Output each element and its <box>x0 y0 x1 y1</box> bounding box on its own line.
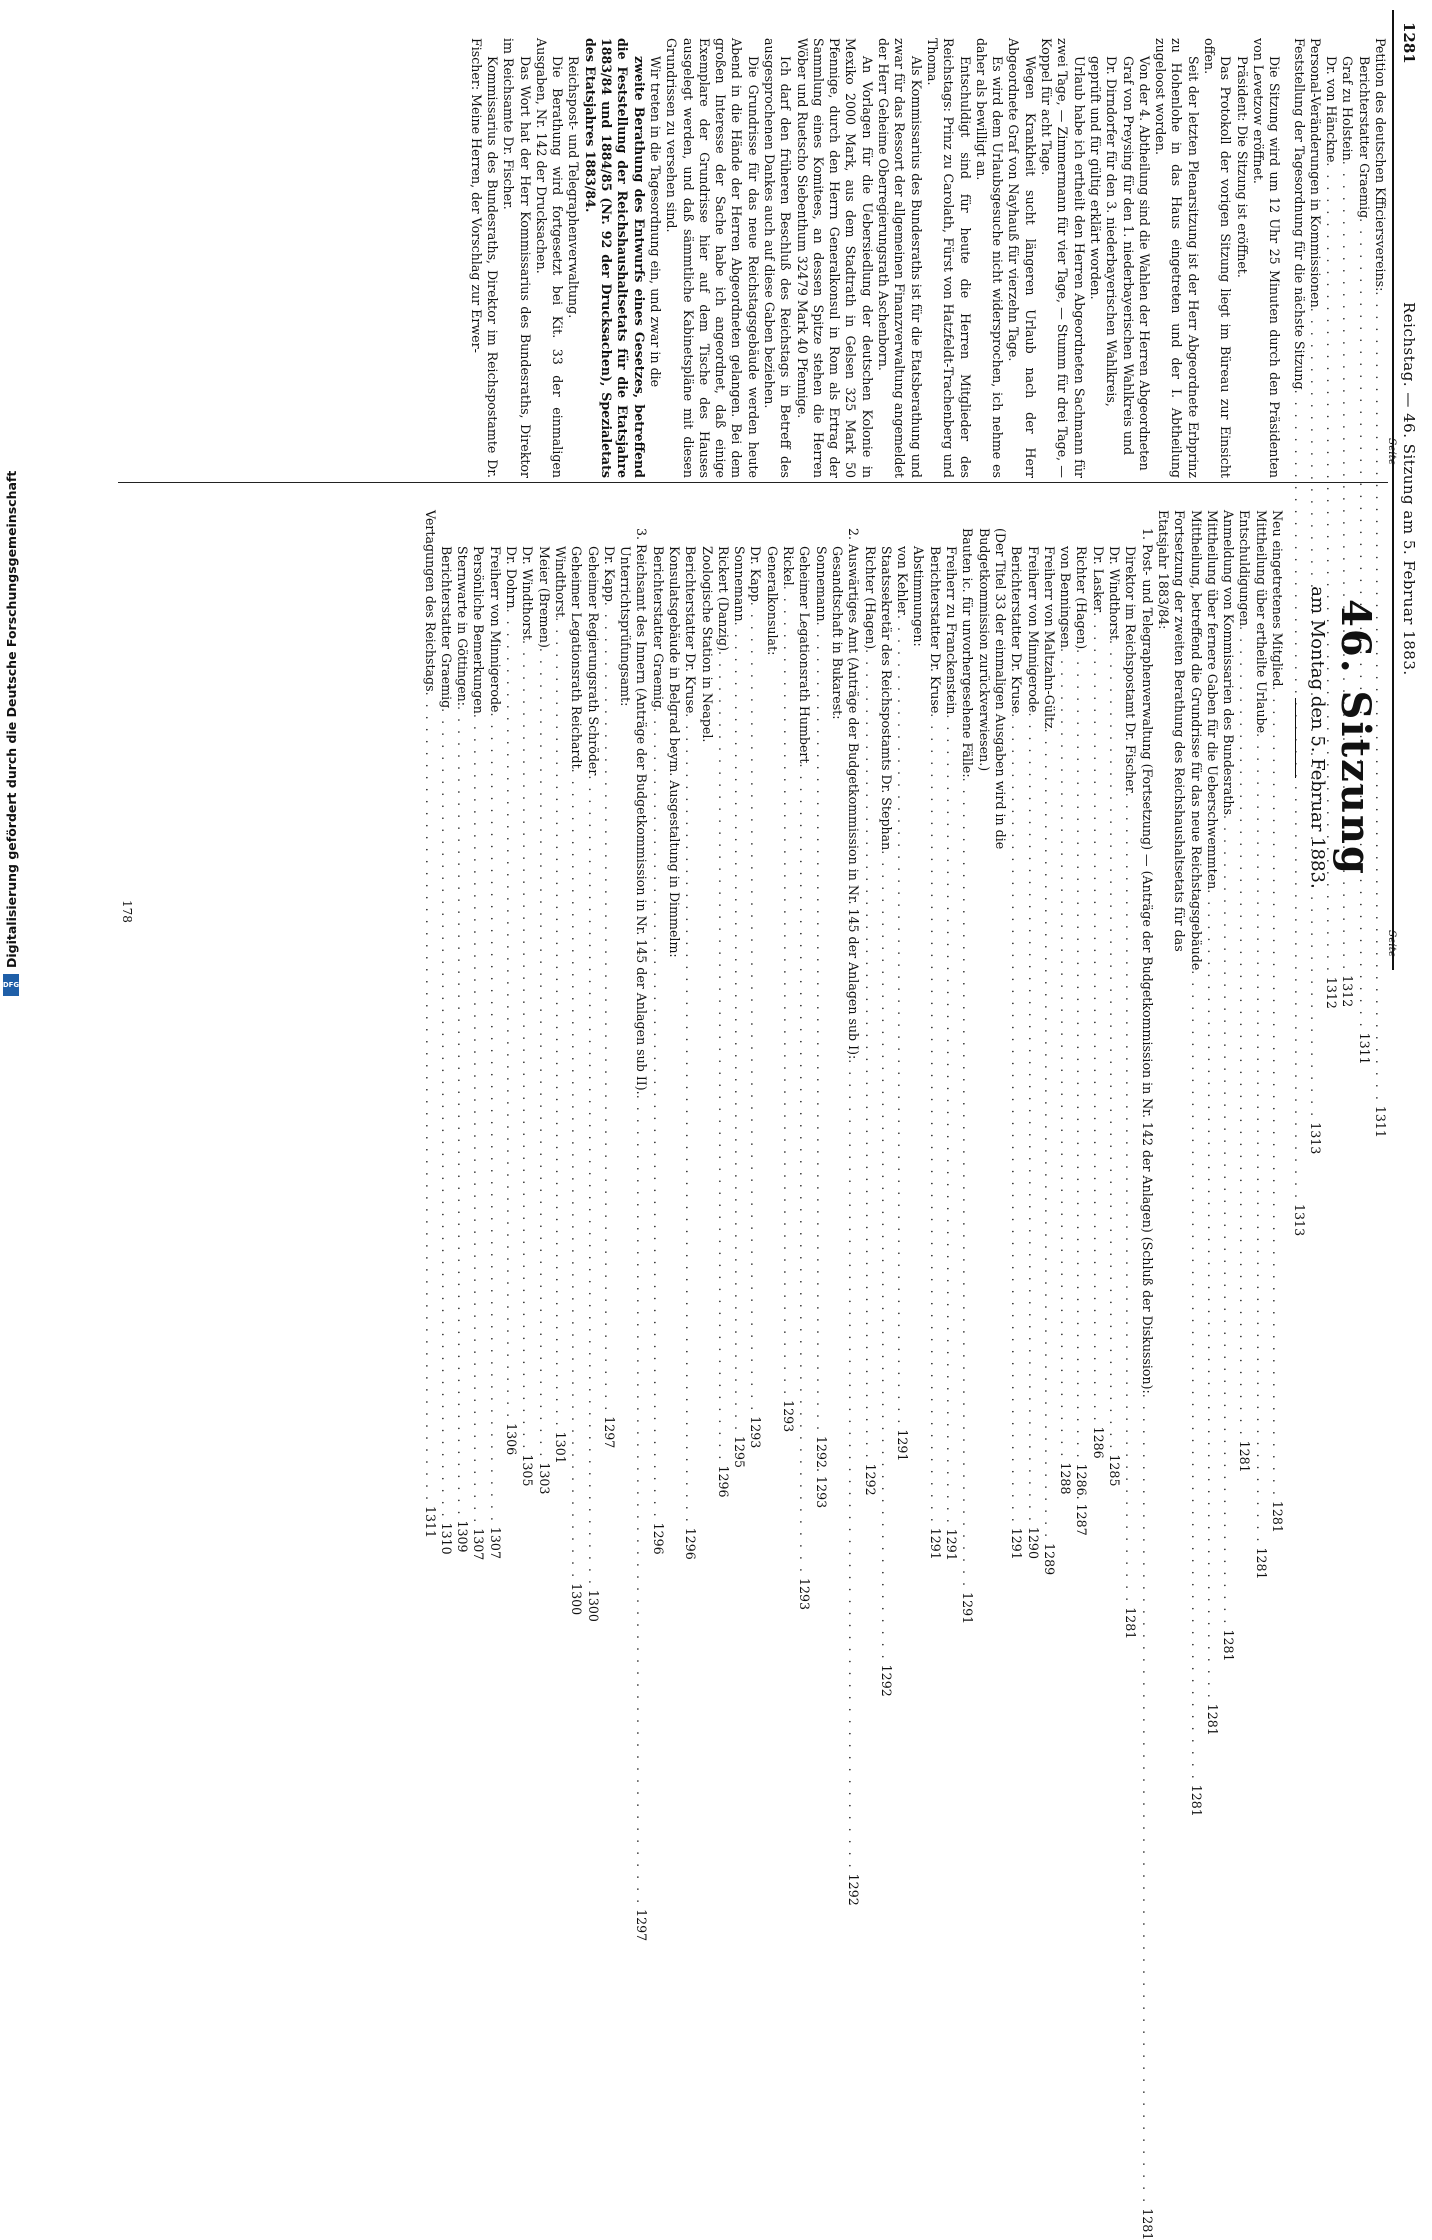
toc-entry <box>878 510 894 1697</box>
toc-entry-text: Rickel <box>781 546 797 586</box>
agenda-item: zweite Berathung des Entwurfs eines Gesetzes, betreffend die Feststellung der Reichshaushaltsetats für die Etatsjahre 1883/84 und 1884/85 (Nr. 92 der Drucksachen), Spezialetats des Etatsjahres 1883/84. <box>582 38 647 478</box>
toc-leader-dots <box>470 714 486 1524</box>
toc-entry <box>780 510 797 1433</box>
toc-entry-text: Berichterstatter Graemig <box>438 546 454 709</box>
toc-leader-dots <box>1204 889 1220 1699</box>
paragraph: Das Protokoll der vorigen Sitzung liegt im Büreau zur Einsicht offen. <box>1202 38 1234 478</box>
toc-entry <box>1008 510 1025 1560</box>
toc-page-number: 1281 <box>1139 2208 1155 2240</box>
toc-leader-dots <box>1138 1394 1154 2204</box>
toc-entry <box>617 510 633 965</box>
paragraph: Graf von Preysing für den 1. niederbayerischen Wahlkreis und <box>1120 56 1136 456</box>
toc-entry-text: Freiherr zu Franckenstein <box>944 546 960 715</box>
toc-leader-dots <box>1220 815 1236 1625</box>
toc-page-number: 1286 <box>1090 1426 1106 1459</box>
toc-entry <box>926 510 943 1560</box>
toc-entry <box>975 510 1008 965</box>
paragraph: An Vorlagen für die Uebersiedlung der deutschen Kolonie in Mexiko 2000 Mark, aus dem Stadtrath in Gelsen 325 Mark 50 Pfennige, durch den Herrn Generalkonsul in Rom als Ertrag der Sammlung eines Komitees, an dessen Spitze stehen die Herren Wöber und Ruetscho Siebenthum 32479 Mark 40 Pfennige. <box>794 38 875 478</box>
toc-page-number: 1292 <box>862 1463 878 1496</box>
proceedings-text <box>647 38 1283 478</box>
session-date: am Montag den 5. Februar 1883. <box>1307 586 1328 889</box>
toc-page-number: 1293 <box>797 1577 813 1610</box>
toc-page-number: 1307 <box>487 1526 503 1559</box>
toc-entry-text: Rickert (Danzig) <box>715 546 731 651</box>
toc-page-number: 1300 <box>585 1589 601 1622</box>
toc-entry <box>503 510 520 1456</box>
toc-page-number: 1281 <box>1270 1500 1285 1533</box>
toc-page-number: 1281 <box>1221 1629 1237 1662</box>
toc-page-number: 1291 <box>895 1429 911 1462</box>
page-header <box>1394 12 1424 972</box>
toc-page-number: 1306 <box>504 1423 520 1456</box>
toc-entry <box>1236 510 1253 1473</box>
seite-label-left: Seite <box>1386 438 1398 466</box>
toc-entry-text: Dr. von Hänckne <box>1324 56 1340 163</box>
toc-entry-text: Feststellung der Tagesordnung für die nächste Sitzung <box>1291 38 1307 390</box>
toc-entry-text: Vertagungen des Reichstags <box>422 510 438 692</box>
toc-leader-dots <box>1041 729 1057 1539</box>
toc-entry-text: Personal-Veränderungen in Kommissionen <box>1307 38 1323 308</box>
paragraph: Die Grundrisse für das neue Reichstagsgebäude werden heute Abend in die Hände der Herren Abgeordneten gelangen. Bei dem großen Interesse der Sache habe ich angeordnet, daß einige Exemplare der Grundrisse hier auf dem Tische des Hauses ausgelegt werden, und daß sämmtliche Kabinetspläne mit diesen Grundrissen zu versehen sind. <box>664 38 761 478</box>
toc-page-number: 1290 <box>1025 1526 1041 1559</box>
toc-page-number: 1289 <box>1041 1543 1057 1576</box>
toc-leader-dots <box>486 712 502 1522</box>
toc-entry-text: Dr. Windthorst <box>1107 546 1123 640</box>
dfg-logo: DFG <box>3 974 19 996</box>
paragraph: Urlaub habe ich ertheilt den Herren Abgeordneten Sachmann für zwei Tage, — Zimmermann für vier Tage, — Stumm für drei Tage, — Koppel für acht Tage. <box>1039 38 1087 478</box>
toc-leader-dots <box>1187 970 1203 1780</box>
toc-entry-text: Freiherr von Maltzahn-Gültz <box>1041 546 1057 729</box>
paragraph: Wir treten in die Tagesordnung ein, und zwar in die <box>647 56 663 388</box>
toc-entry <box>666 510 682 965</box>
header-rule <box>1392 10 1394 970</box>
toc-entry <box>861 510 878 1496</box>
toc-page-number: 1288 <box>1058 1462 1074 1495</box>
toc-entry-text: Zoologische Station in Neapel. <box>699 546 715 743</box>
toc-entry-text: Sonnemann <box>813 546 829 622</box>
toc-entry-text: Dr. Windthorst <box>520 546 536 640</box>
toc-entry-text: Abstimmungen: <box>911 546 927 647</box>
toc-leader-dots <box>421 692 437 1502</box>
toc-page-number: 1297 <box>601 1416 617 1449</box>
toc-entry <box>454 510 471 1553</box>
toc-entry <box>470 510 487 1561</box>
toc-entry-text: Graf zu Holstein <box>1340 56 1356 161</box>
toc-entry-text: Freiherr von Minnigerode <box>487 546 503 713</box>
toc-entry-text: 1. Post- und Telegraphenverwaltung (Fortsetzung) — (Anträge der Budgetkommission in Nr. 142 der Anlagen) (Schluß der Diskussion): <box>1139 528 1155 1394</box>
toc-entry-text: Generalkonsulat: <box>764 546 780 656</box>
toc-entry-text: Direktor im Reichspostamt Dr. Fischer <box>1123 546 1139 793</box>
dfg-credit-text: Digitalisierung gefördert durch die Deutsche Forschungsgemeinschaft <box>4 470 19 968</box>
toc-page-number: 1281 <box>1204 1703 1220 1736</box>
toc-leader-dots <box>682 713 698 1523</box>
toc-page-number: 1281 <box>1237 1440 1253 1473</box>
toc-entry <box>519 510 536 1487</box>
toc-entry <box>1089 510 1106 1459</box>
toc-page-number: 1281 <box>1253 1547 1269 1580</box>
toc-page-number: 1295 <box>732 1436 748 1469</box>
toc-page-number: 1291 <box>1009 1527 1025 1560</box>
toc-leader-dots <box>845 1059 861 1869</box>
toc-entry-text: Geheimer Legationsrath Humbert <box>797 546 813 764</box>
toc-page-number: 1292 <box>846 1873 862 1906</box>
toc-leader-dots <box>584 775 600 1585</box>
toc-leader-dots <box>1236 626 1252 1436</box>
toc-page-number: 1312 <box>1340 975 1356 1008</box>
paragraph: Entschuldigt sind für heute die Herren Mitglieder des Reichstags: Prinz zu Carolath, Fürst von Hatzfeldt-Trachenberg und Thoma. <box>924 38 973 478</box>
paragraph: Es wird dem Urlaubsgesuche nicht widersprochen, ich nehme es daher als bewilligt an. <box>973 38 1006 478</box>
toc-entry <box>796 510 813 1610</box>
toc-leader-dots <box>633 1095 649 1905</box>
toc-leader-dots <box>649 708 665 1518</box>
toc-entry <box>764 510 780 965</box>
toc-leader-dots <box>1089 612 1105 1422</box>
toc-entry <box>894 510 911 1462</box>
title-rule <box>1295 698 1296 778</box>
toc-entry-text: Richter (Hagen) <box>862 546 878 650</box>
toc-entry <box>633 510 650 1942</box>
toc-entry-text: Bauten ic. für unvorhergesehene Fälle: <box>960 528 976 778</box>
toc-page-number: 1293 <box>748 1416 764 1449</box>
toc-entry-text: Mittheilung, betreffend die Grundrisse für das neue Reichstagsgebäude <box>1188 510 1204 971</box>
toc-entry <box>535 510 552 1495</box>
toc-entry-text: Freiherr von Minnigerode <box>1025 546 1041 713</box>
toc-leader-dots <box>1252 733 1268 1543</box>
toc-entry-text: Berichterstatter Dr. Kruse <box>683 546 699 714</box>
toc-entry <box>1220 510 1237 1662</box>
toc-entry-text: Geheimer Regierungsrath Schröder <box>585 546 601 776</box>
toc-leader-dots <box>747 602 763 1412</box>
toc-entry <box>943 510 960 1561</box>
toc-entry-text: Persönliche Bemerkungen <box>471 546 487 714</box>
toc-entry <box>1187 510 1204 1817</box>
toc-entry <box>829 510 845 965</box>
toc-page-number: 1296 <box>650 1522 666 1555</box>
toc-entry-text: Berichterstatter Graemig <box>650 546 666 709</box>
toc-entry <box>959 510 976 1625</box>
running-title: Reichstag. — 46. Sitzung am 5. Februar 1883. <box>1400 302 1418 676</box>
toc-entry <box>1057 510 1074 1495</box>
toc-leader-dots <box>568 769 584 1579</box>
paragraph: Von der 4. Abtheilung sind die Wahlen der Herren Abgeordneten <box>1136 56 1152 471</box>
toc-leader-dots <box>1024 712 1040 1522</box>
toc-leader-dots <box>601 602 617 1412</box>
toc-leader-dots <box>552 617 568 1427</box>
toc-entry <box>1323 38 1340 1009</box>
toc-entry-text: 2. Auswärtiges Amt (Anträge der Budgetkommission in Nr. 145 der Anlagen sub I): <box>846 528 862 1060</box>
toc-entry <box>845 510 862 1906</box>
paragraph: Das Wort hat der Herr Kommissarius des Bundesraths, Direktor im Reichsamte Dr. Fischer. <box>501 38 533 478</box>
toc-leader-dots <box>535 648 551 1458</box>
toc-entry <box>1122 510 1139 1640</box>
toc-entry-text: Sonnemann <box>732 546 748 622</box>
toc-page-number: 1313 <box>1307 1122 1323 1155</box>
toc-entry-text: Geheimer Legationsrath Reichardt <box>569 546 585 769</box>
toc-entry <box>1269 510 1285 1533</box>
toc-page-number: 1311 <box>1356 1032 1372 1065</box>
toc-entry <box>649 510 666 1555</box>
toc-entry-text: Meier (Bremen) <box>536 546 552 648</box>
paragraph: Ich darf den früheren Beschluß des Reichstags in Betreff des ausgesprochenen Dankes auch auf diese Gaben beziehen. <box>762 38 794 478</box>
toc-entry-text: Fortsetzung der zweiten Berathung des Reichshaushaltsetats für das Etatsjahr 1883/84: <box>1155 510 1188 952</box>
toc-page-number: 1291 <box>927 1527 943 1560</box>
toc-page-number: 1291 <box>960 1592 976 1625</box>
toc-entry <box>812 510 829 1509</box>
toc-leader-dots <box>959 778 975 1588</box>
toc-leader-dots <box>519 640 535 1450</box>
toc-entry <box>747 510 764 1449</box>
toc-entry <box>910 510 926 965</box>
toc-page-number: 1300 <box>569 1583 585 1616</box>
paragraph: Die Sitzung wird um 12 Uhr 25 Minuten durch den Präsidenten von Levetzow eröffnet. <box>1250 38 1283 478</box>
toc-entry-text: Windthorst <box>552 546 568 618</box>
contents-list <box>421 510 1285 2240</box>
toc-entry <box>552 510 568 1464</box>
toc-entry <box>1252 510 1269 1580</box>
toc-entry <box>1204 510 1220 1736</box>
toc-page-number: 1307 <box>471 1528 487 1561</box>
toc-leader-dots <box>812 622 828 1432</box>
toc-leader-dots <box>503 609 519 1419</box>
toc-page-number: 1311 <box>422 1506 438 1539</box>
paragraph: Kommissarius des Bundesraths, Direktor im Reichspostamte Dr. Fischer: Meine Herren, der Vorschlag zur Erwer- <box>468 38 500 478</box>
toc-entry <box>1024 510 1041 1559</box>
toc-page-number: 1285 <box>1107 1454 1123 1487</box>
toc-entry-text: Dr. Lasker <box>1090 546 1106 613</box>
toc-entry <box>1339 38 1356 1008</box>
toc-page-number: 1297 <box>634 1909 650 1942</box>
toc-leader-dots <box>1008 713 1024 1523</box>
toc-page-number: 1281 <box>1123 1607 1139 1640</box>
toc-leader-dots <box>926 713 942 1523</box>
toc-entry-text: Berichterstatter Dr. Kruse <box>1009 546 1025 714</box>
toc-entry-text: Berichterstatter Graemig <box>1356 56 1372 219</box>
dfg-credit-strip <box>0 0 24 1000</box>
seite-label-right: Seite <box>1386 930 1398 958</box>
toc-entry <box>601 510 617 1449</box>
toc-entry <box>715 510 731 1498</box>
toc-page-number: 1309 <box>455 1520 471 1553</box>
toc-page-number: 1305 <box>520 1454 536 1487</box>
column-divider <box>118 482 1388 483</box>
toc-leader-dots <box>1106 640 1122 1450</box>
toc-entry <box>1372 38 1388 1138</box>
toc-page-number: 1301 <box>552 1431 568 1464</box>
toc-page-number: 1292. 1293 <box>813 1436 829 1509</box>
toc-page-number: 1303 <box>536 1462 552 1495</box>
toc-entry <box>698 510 714 965</box>
toc-entry-text: von Kehler <box>895 546 911 615</box>
toc-page-number: 1281 <box>1188 1784 1204 1817</box>
toc-leader-dots <box>1122 793 1138 1603</box>
toc-entry-text: Anmeldung von Kommissarien des Bundesraths <box>1221 510 1237 815</box>
toc-entry-text: Dr. Kapp <box>601 546 617 602</box>
toc-entry-text: Neu eingetretenes Mitglied <box>1270 510 1285 687</box>
toc-page-number: 1296 <box>683 1527 699 1560</box>
toc-entry <box>682 510 699 1560</box>
toc-entry-text: Berichterstatter Dr. Kruse <box>927 546 943 714</box>
toc-entry-text: Mittheilung über ertheilte Urlaube <box>1253 510 1269 734</box>
toc-page-number: 1312 <box>1324 976 1340 1009</box>
toc-entry-text: Entschuldigungen <box>1237 510 1253 627</box>
toc-page-number: 1292 <box>878 1664 894 1697</box>
toc-entry <box>584 510 601 1622</box>
paragraph: Reichspost- und Telegraphenverwaltung. <box>566 56 582 319</box>
toc-entry-text: Richter (Hagen) <box>1074 546 1090 650</box>
toc-leader-dots <box>1057 648 1073 1458</box>
toc-page-number: 1313 <box>1291 1204 1307 1237</box>
toc-leader-dots <box>878 850 894 1660</box>
toc-entry-text: Dr. Dohrn <box>504 546 520 609</box>
paragraph: Wegen Krankheit sucht längeren Urlaub nach der Herr Abgeordnete Graf von Nayhauß für vierzehn Tage. <box>1006 38 1038 478</box>
paragraph: Präsident: Die Sitzung ist eröffnet. <box>1234 56 1250 278</box>
toc-entry-text: Sternwarte in Göttingen: <box>455 546 471 707</box>
toc-page-number: 1296 <box>715 1465 731 1498</box>
toc-leader-dots <box>438 708 454 1518</box>
toc-page-number: 1310 <box>438 1522 454 1555</box>
page-number: 1281 <box>1400 22 1418 64</box>
signature-number: 178 <box>120 900 134 923</box>
toc-entry-text: Petition des deutschen Kfficiersvereins: <box>1373 38 1388 292</box>
toc-leader-dots <box>1269 686 1285 1496</box>
toc-entry-text: 3. Reichsamt des Innern (Anträge der Budgetkommission in Nr. 145 der Anlagen sub II). <box>634 528 650 1095</box>
toc-entry-text: Staatssekretär des Reichspostamts Dr. Stephan <box>878 546 894 851</box>
paragraph: Als Kommissarius des Bundesraths ist für die Etatsberathung und zwar für das Ressort der allgemeinen Finanzverwaltung angemeldet der Herr Geheime Oberregierungsrath Aschenborn. <box>876 38 924 478</box>
toc-leader-dots <box>780 586 796 1396</box>
toc-entry-text: Mittheilung über fernere Gaben für die Ueberschwemmten <box>1204 510 1220 890</box>
paragraph: Die Berathung wird fortgesetzt bei Kit. 33 der einmaligen Ausgaben, Nr. 142 der Drucksachen. <box>533 38 566 478</box>
toc-entry <box>1073 510 1090 1536</box>
toc-entry <box>486 510 503 1559</box>
toc-leader-dots <box>943 714 959 1524</box>
paragraph: Dr. Dirndorfer für den 3. niederbayerischen Wahlkreis, <box>1104 56 1120 407</box>
toc-entry-text: Unterrichtsprüfungsamt: <box>618 546 634 707</box>
toc-leader-dots <box>861 649 877 1459</box>
paragraph: geprüft und für gültig erklärt worden. <box>1087 56 1103 300</box>
toc-leader-dots <box>1073 649 1089 1459</box>
toc-leader-dots <box>894 615 910 1425</box>
toc-page-number: 1291 <box>944 1528 960 1561</box>
toc-leader-dots <box>715 651 731 1461</box>
toc-entry <box>1290 38 1307 1237</box>
session-title: 46. Sitzung <box>1332 599 1379 876</box>
toc-leader-dots <box>796 764 812 1574</box>
toc-entry <box>1041 510 1057 1576</box>
toc-entry <box>1106 510 1123 1487</box>
toc-leader-dots <box>454 706 470 1516</box>
paragraph: Seit der letzten Plenarsitzung ist der Herr Abgeordnete Erbprinz zu Hohenlohe in das Haus eingetreten und der I. Abtheilung zugeloost worden. <box>1153 38 1201 478</box>
toc-entry-text: Dr. Kapp <box>748 546 764 602</box>
proceedings-continued <box>467 38 581 478</box>
toc-entry <box>1155 510 1188 965</box>
toc-entry <box>568 510 585 1616</box>
toc-page-number: 1286. 1287 <box>1074 1463 1090 1536</box>
toc-leader-dots <box>731 622 747 1432</box>
toc-entry <box>1355 38 1372 1065</box>
toc-page-number: 1293 <box>781 1400 797 1433</box>
toc-entry-text: Konsulatsgebäude in Belgrad beym. Ausgestaltung in Dimmelm: <box>667 546 683 958</box>
toc-entry-text: von Benningsen <box>1058 546 1074 648</box>
toc-entry <box>438 510 454 1555</box>
toc-page-number: 1311 <box>1373 1105 1388 1138</box>
toc-entry <box>1138 510 1155 2240</box>
toc-entry <box>421 510 438 1539</box>
toc-entry <box>731 510 748 1469</box>
toc-entry-text: (Der Titel 33 der einmaligen Ausgaben wird in die Budgetkommission zurückverwiesen.) <box>976 528 1008 850</box>
toc-entry-text: Gesandtschaft in Bukarest: <box>829 546 845 720</box>
